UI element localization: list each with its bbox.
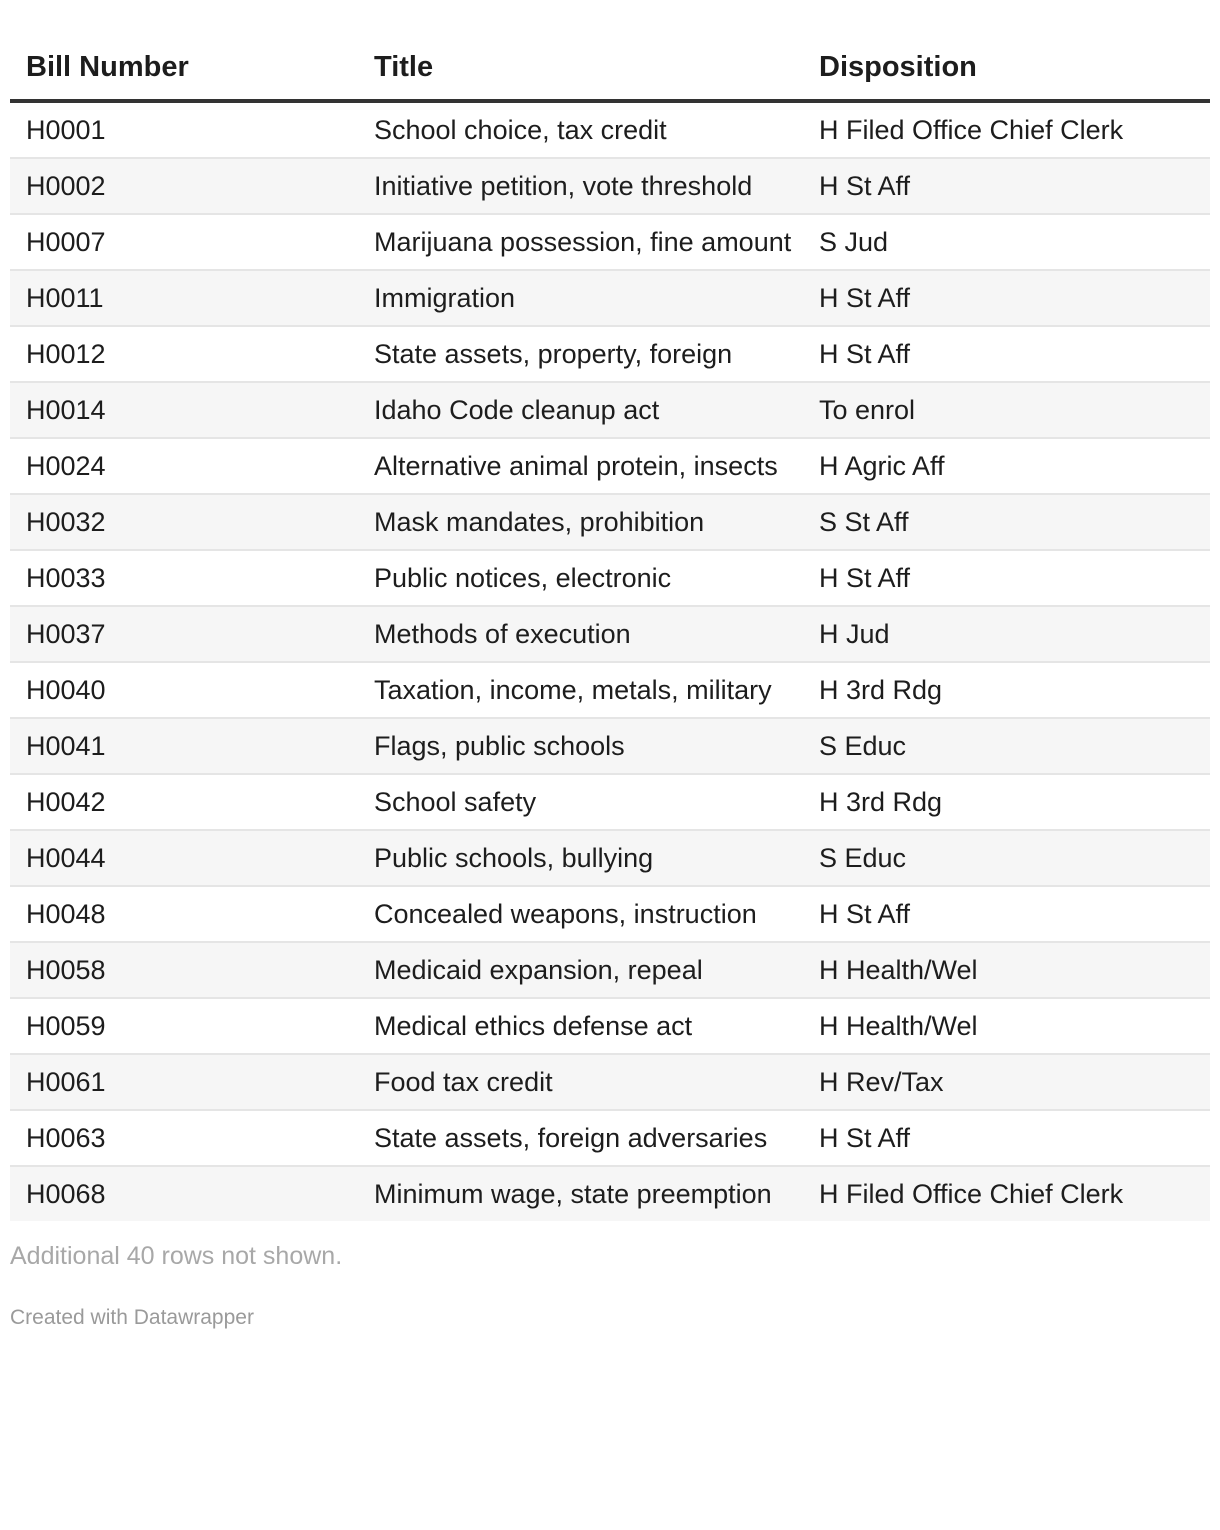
cell-title: Idaho Code cleanup act — [358, 382, 803, 438]
table-row — [10, 158, 1210, 214]
cell-title: School choice, tax credit — [358, 101, 803, 158]
cell-disposition: H St Aff — [803, 550, 1210, 606]
cell-title: Methods of execution — [358, 606, 803, 662]
cell-disposition: S Jud — [803, 214, 1210, 270]
cell-disposition: H St Aff — [803, 326, 1210, 382]
cell-bill-number: H0063 — [10, 1110, 358, 1166]
column-header-bill-number: Bill Number — [10, 40, 358, 101]
cell-bill-number: H0032 — [10, 494, 358, 550]
table-row — [10, 606, 1210, 662]
cell-bill-number: H0012 — [10, 326, 358, 382]
table-row — [10, 270, 1210, 326]
table-body — [10, 101, 1210, 1221]
cell-disposition: H Health/Wel — [803, 942, 1210, 998]
cell-disposition: S Educ — [803, 718, 1210, 774]
column-header-title: Title — [358, 40, 803, 101]
cell-disposition: H St Aff — [803, 1110, 1210, 1166]
table-row — [10, 550, 1210, 606]
bills-table — [10, 40, 1210, 1221]
cell-title: Immigration — [358, 270, 803, 326]
table-row — [10, 830, 1210, 886]
table-row — [10, 214, 1210, 270]
table-row — [10, 326, 1210, 382]
cell-title: Taxation, income, metals, military — [358, 662, 803, 718]
cell-title: Flags, public schools — [358, 718, 803, 774]
cell-title: Alternative animal protein, insects — [358, 438, 803, 494]
table-row — [10, 1054, 1210, 1110]
cell-disposition: H Filed Office Chief Clerk — [803, 101, 1210, 158]
cell-disposition: H Filed Office Chief Clerk — [803, 1166, 1210, 1221]
column-header-disposition: Disposition — [803, 40, 1210, 101]
cell-disposition: H 3rd Rdg — [803, 662, 1210, 718]
cell-disposition: H 3rd Rdg — [803, 774, 1210, 830]
cell-title: Marijuana possession, fine amount — [358, 214, 803, 270]
cell-title: Initiative petition, vote threshold — [358, 158, 803, 214]
cell-title: State assets, foreign adversaries — [358, 1110, 803, 1166]
cell-bill-number: H0040 — [10, 662, 358, 718]
cell-bill-number: H0059 — [10, 998, 358, 1054]
cell-disposition: H St Aff — [803, 886, 1210, 942]
cell-disposition: H Health/Wel — [803, 998, 1210, 1054]
cell-bill-number: H0041 — [10, 718, 358, 774]
table-row — [10, 382, 1210, 438]
cell-title: Mask mandates, prohibition — [358, 494, 803, 550]
cell-title: Minimum wage, state preemption — [358, 1166, 803, 1221]
cell-title: Food tax credit — [358, 1054, 803, 1110]
cell-title: Medical ethics defense act — [358, 998, 803, 1054]
table-row — [10, 942, 1210, 998]
table-row — [10, 101, 1210, 158]
cell-disposition: H St Aff — [803, 158, 1210, 214]
cell-bill-number: H0061 — [10, 1054, 358, 1110]
cell-bill-number: H0044 — [10, 830, 358, 886]
table-row — [10, 718, 1210, 774]
cell-bill-number: H0014 — [10, 382, 358, 438]
cell-bill-number: H0007 — [10, 214, 358, 270]
table-row — [10, 1166, 1210, 1221]
table-row — [10, 886, 1210, 942]
cell-disposition: H Agric Aff — [803, 438, 1210, 494]
cell-title: Medicaid expansion, repeal — [358, 942, 803, 998]
header-row — [10, 40, 1210, 101]
cell-disposition: H Jud — [803, 606, 1210, 662]
table-header — [10, 40, 1210, 101]
cell-bill-number: H0024 — [10, 438, 358, 494]
datawrapper-credit: Created with Datawrapper — [10, 1306, 254, 1329]
cell-bill-number: H0068 — [10, 1166, 358, 1221]
table-container — [10, 0, 1210, 1331]
table-row — [10, 438, 1210, 494]
cell-bill-number: H0058 — [10, 942, 358, 998]
cell-title: Concealed weapons, instruction — [358, 886, 803, 942]
cell-bill-number: H0002 — [10, 158, 358, 214]
cell-bill-number: H0011 — [10, 270, 358, 326]
table-row — [10, 774, 1210, 830]
cell-bill-number: H0048 — [10, 886, 358, 942]
cell-bill-number: H0033 — [10, 550, 358, 606]
cell-disposition: H Rev/Tax — [803, 1054, 1210, 1110]
table-row — [10, 662, 1210, 718]
cell-disposition: To enrol — [803, 382, 1210, 438]
cell-title: Public notices, electronic — [358, 550, 803, 606]
table-row — [10, 1110, 1210, 1166]
cell-bill-number: H0001 — [10, 101, 358, 158]
cell-bill-number: H0042 — [10, 774, 358, 830]
cell-title: Public schools, bullying — [358, 830, 803, 886]
cell-bill-number: H0037 — [10, 606, 358, 662]
cell-disposition: S St Aff — [803, 494, 1210, 550]
table-row — [10, 998, 1210, 1054]
rows-not-shown-note: Additional 40 rows not shown. — [10, 1242, 343, 1270]
cell-disposition: H St Aff — [803, 270, 1210, 326]
table-row — [10, 494, 1210, 550]
cell-disposition: S Educ — [803, 830, 1210, 886]
cell-title: State assets, property, foreign — [358, 326, 803, 382]
cell-title: School safety — [358, 774, 803, 830]
